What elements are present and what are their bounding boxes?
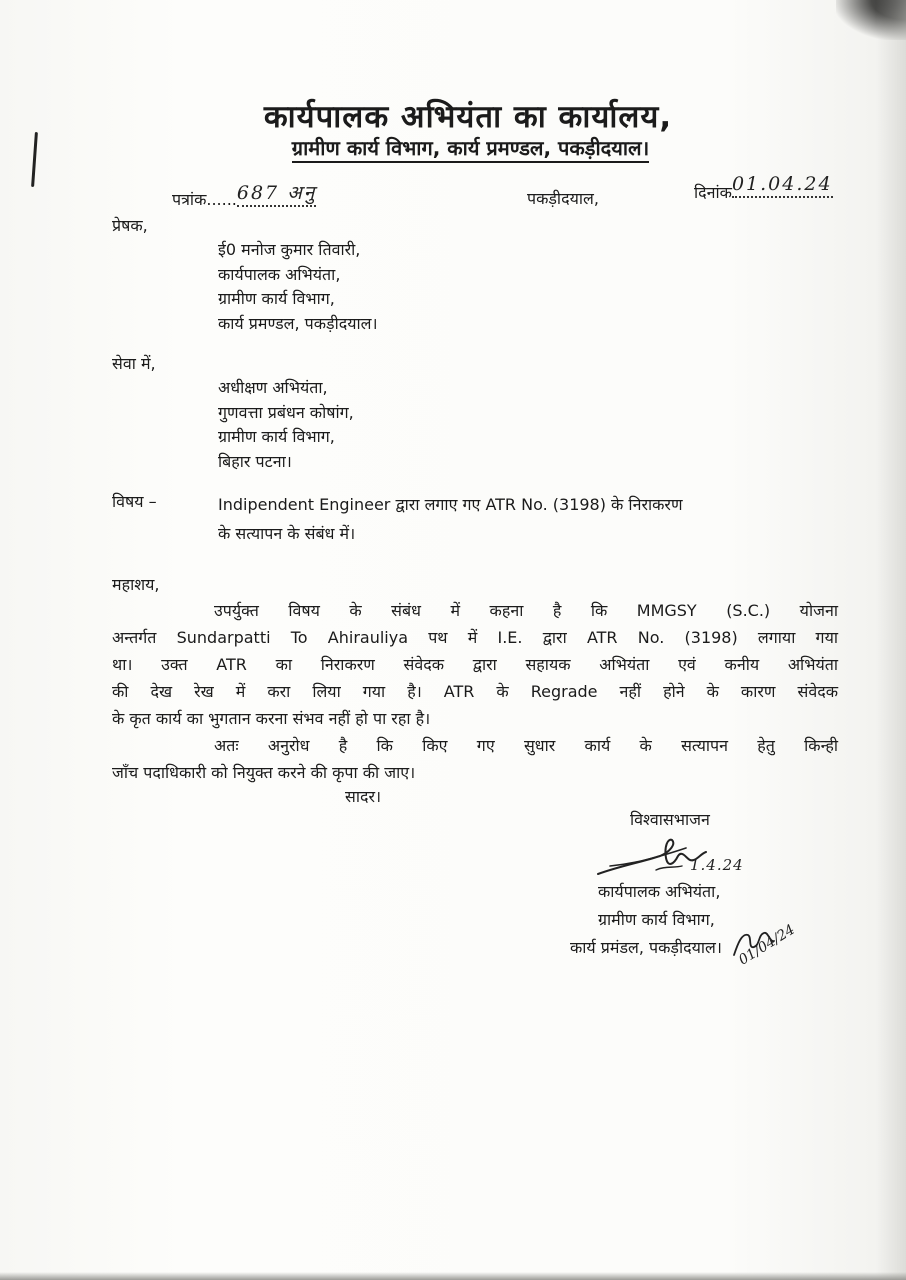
body-paragraph-1: [112, 597, 838, 732]
reference-number: [172, 182, 317, 213]
reference-label: पत्रांक: [172, 190, 207, 209]
reference-suffix: अनु: [287, 182, 317, 204]
reference-number-handwritten: [237, 181, 316, 207]
recipient-line: अधीक्षण अभियंता,: [218, 378, 328, 397]
office-subtitle-text: ग्रामीण कार्य विभाग, कार्य प्रमण्डल, पकड़ीदयाल।: [292, 136, 649, 163]
recipient-address: [218, 376, 354, 474]
subject-label: विषय –: [112, 492, 157, 511]
page-bottom-edge: [0, 1272, 906, 1280]
subject-line: Indipendent Engineer द्वारा लगाए गए ATR No. (3198) के निराकरण: [218, 495, 683, 514]
body-line: था। उक्त ATR का निराकरण संवेदक द्वारा सहायक अभियंता एवं कनीय अभियंता: [112, 655, 838, 674]
recipient-line: गुणवत्ता प्रबंधन कोषांग,: [218, 402, 354, 422]
reference-dots: ......: [206, 190, 237, 209]
recipient-line: ग्रामीण कार्य विभाग,: [218, 427, 335, 446]
closing-text: सादर।: [345, 787, 382, 806]
page-edge-shade: [876, 0, 906, 1280]
signature-date: 1.4.24: [690, 856, 744, 874]
sender-address: [218, 238, 378, 336]
body-line: जाँच पदाधिकारी को नियुक्त करने की कृपा की जाए।: [112, 763, 416, 782]
body-line: अन्तर्गत Sundarpatti To Ahirauliya पथ में I.E. द्वारा ATR No. (3198) लगाया गया: [112, 628, 838, 647]
sender-line: ग्रामीण कार्य विभाग,: [218, 289, 335, 308]
subject-text: [218, 490, 683, 548]
signatory-line: कार्य प्रमंडल, पकड़ीदयाल।: [570, 938, 722, 957]
date-handwritten: 01.04.24: [732, 172, 833, 198]
office-title: कार्यपालक अभियंता का कार्यालय,: [263, 99, 673, 135]
sender-line: कार्य प्रमण्डल, पकड़ीदयाल।: [218, 313, 378, 333]
signatory-line: कार्यपालक अभियंता,: [598, 882, 721, 901]
initial-date: 01/04/24: [736, 921, 798, 969]
salutation: महाशय,: [112, 575, 160, 594]
body-line: के कृत कार्य का भुगतान करना संभव नहीं हो पा रहा है।: [112, 709, 431, 728]
signatory-line: ग्रामीण कार्य विभाग,: [598, 910, 715, 929]
place-name: पकड़ीदयाल,: [527, 189, 599, 208]
sender-line: कार्यपालक अभियंता,: [218, 264, 341, 284]
body-line: अतः अनुरोध है कि किए गए सुधार कार्य के सत्यापन हेतु किन्ही: [214, 736, 838, 755]
valediction: विश्वासभाजन: [630, 810, 710, 829]
recipient-line: बिहार पटना।: [218, 451, 292, 471]
date-field: [694, 173, 833, 206]
reference-number-value: 687: [236, 182, 280, 204]
body-paragraph-2: [112, 732, 838, 786]
subject-line: के सत्यापन के संबंध में।: [218, 524, 356, 543]
body-line: उपर्युक्त विषय के संबंध में कहना है कि MMGSY (S.C.) योजना: [214, 601, 838, 620]
signatory-designation: [570, 878, 722, 962]
office-subtitle: [0, 134, 906, 161]
sender-line: ई0 मनोज कुमार तिवारी,: [218, 240, 361, 259]
date-label: दिनांक: [694, 183, 732, 202]
recipient-label: सेवा में,: [112, 354, 156, 373]
sender-label: प्रेषक,: [112, 216, 148, 235]
body-line: की देख रेख में करा लिया गया है। ATR के Regrade नहीं होने के कारण संवेदक: [112, 682, 838, 701]
